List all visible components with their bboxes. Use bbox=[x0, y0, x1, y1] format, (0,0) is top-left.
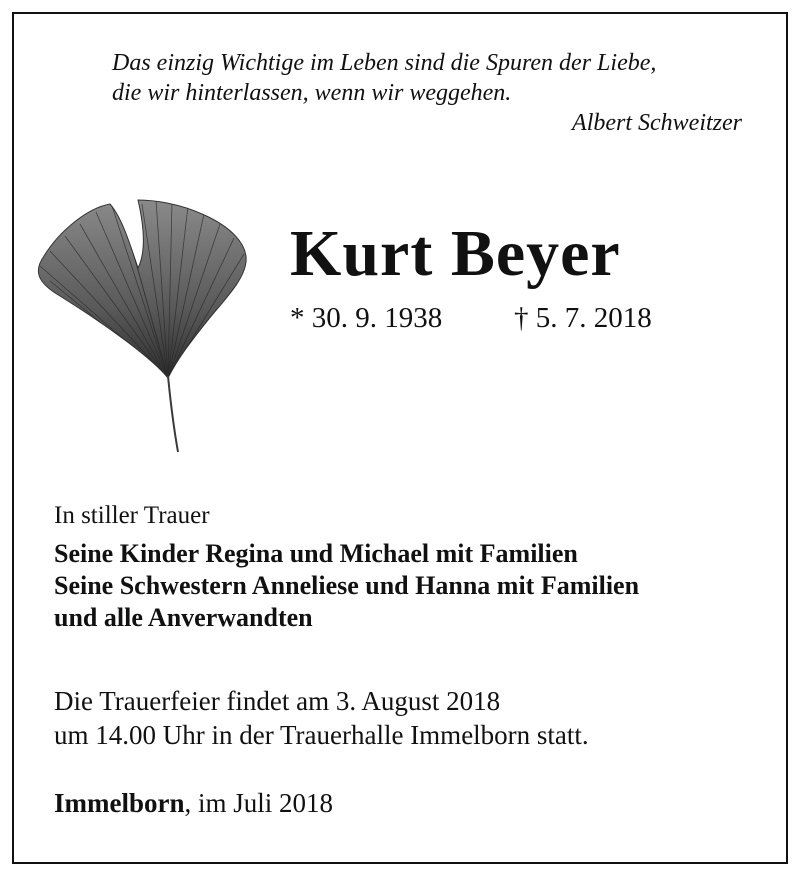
family-line: Seine Schwestern Anneliese und Hanna mit Familien bbox=[54, 571, 640, 600]
family-line: und alle Anverwandten bbox=[54, 603, 313, 632]
quote-author: Albert Schweitzer bbox=[572, 110, 742, 136]
place-town: Immelborn bbox=[54, 788, 185, 818]
deceased-name: Kurt Beyer bbox=[290, 217, 621, 290]
quote-line-2: die wir hinterlassen, wenn wir weggehen. bbox=[112, 80, 512, 106]
ceremony-line-2: um 14.00 Uhr in der Trauerhalle Immelborn statt. bbox=[54, 720, 589, 750]
ginkgo-leaf-icon bbox=[30, 196, 255, 456]
ceremony-line-1: Die Trauerfeier findet am 3. August 2018 bbox=[54, 686, 501, 716]
death-date: † 5. 7. 2018 bbox=[514, 302, 652, 334]
quote-line-1: Das einzig Wichtige im Leben sind die Spuren der Liebe, bbox=[112, 50, 657, 76]
life-dates bbox=[290, 300, 652, 336]
ceremony-notice bbox=[54, 684, 589, 752]
family-line: Seine Kinder Regina und Michael mit Familien bbox=[54, 539, 578, 568]
quote-block bbox=[112, 48, 752, 138]
birth-date: * 30. 9. 1938 bbox=[290, 302, 443, 334]
family-list bbox=[54, 538, 639, 634]
place-date-text: , im Juli 2018 bbox=[184, 788, 334, 818]
mourning-intro: In stiller Trauer bbox=[54, 502, 210, 529]
place-date bbox=[54, 786, 333, 820]
